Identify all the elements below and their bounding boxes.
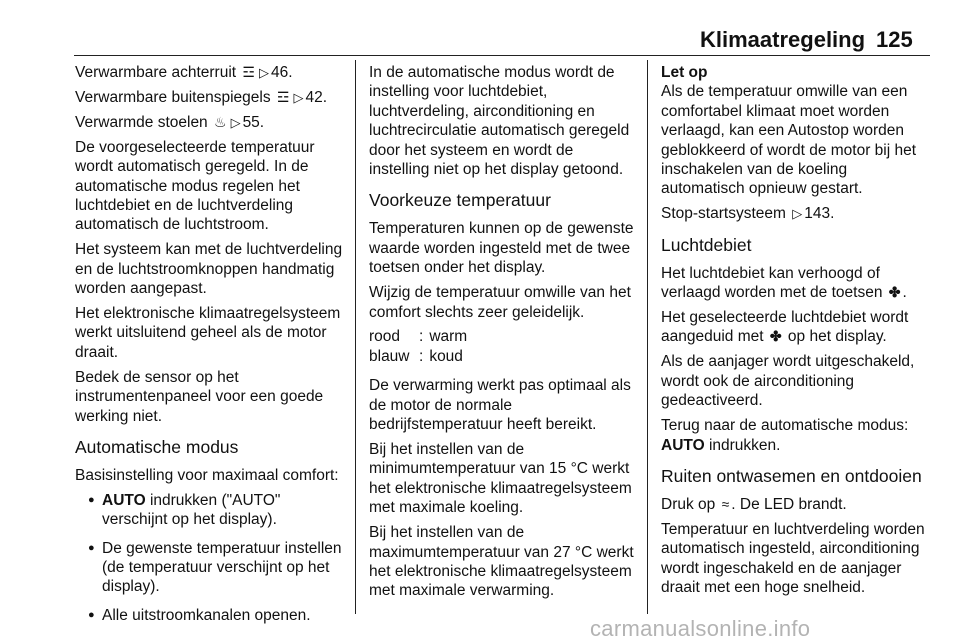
rear-window-line: Verwarmbare achterruit ☲ ▷ 46. — [75, 64, 293, 81]
seat-heat-line: Verwarmde stoelen ♨ ▷ 55. — [75, 113, 265, 131]
left-column — [75, 63, 343, 634]
paragraph: Bij het instellen van de minimumtemperatuur van 15 °C werkt het elektronische klimaatregelsysteem met maximale koeling. — [369, 441, 632, 517]
reference-arrow-icon: ▷ — [792, 206, 803, 222]
paragraph: In de automatische modus wordt de instelling voor luchtdebiet, luchtverdeling, airconditioning en luchtrecirculatie automatisch geregeld door het systeem en wordt de instelling niet op het display getoond. — [369, 64, 630, 179]
paragraph: Het elektronische klimaatregelsysteem werkt uitsluitend geheel als de motor draait. — [75, 304, 341, 361]
right-column — [661, 63, 931, 603]
list-item: ● AUTO indrukken ("AUTO" verschijnt op het display). — [75, 491, 343, 530]
note-title: Let op — [661, 64, 708, 81]
mirror-heat-icon: ☲ — [276, 88, 290, 105]
page-header — [0, 0, 960, 56]
paragraph: Bij het instellen van de maximumtemperatuur van 27 °C werkt het elektronische klimaatregelsysteem met maximale verwarming. — [369, 524, 634, 600]
stop-start-reference: Stop-startsysteem ▷ 143. — [661, 205, 835, 223]
column-divider-right — [647, 60, 648, 614]
note-box — [661, 63, 931, 199]
seat-heat-icon: ♨ — [214, 113, 227, 130]
reference-arrow-icon: ▷ — [230, 114, 241, 130]
color-legend-table — [369, 327, 473, 366]
paragraph: Het systeem kan met de luchtverdeling en de luchtstroomknoppen handmatig worden aangepast. — [75, 241, 343, 298]
column-divider-left — [355, 60, 356, 614]
section-heading-auto: Automatische modus — [75, 436, 239, 457]
header-rule — [74, 55, 930, 56]
reference-arrow-icon: ▷ — [258, 65, 269, 80]
watermark: carmanualsonline.info — [590, 616, 811, 641]
paragraph: Temperaturen kunnen op de gewenste waarde worden ingesteld met de twee toetsen onder het display. — [369, 220, 634, 277]
paragraph: Het geselecteerde luchtdebiet wordt aangeduid met ✤ op het display. — [661, 309, 909, 346]
auto-steps-list — [75, 491, 343, 625]
paragraph: Terug naar de automatische modus: AUTO indrukken. — [661, 417, 909, 454]
fan-icon: ✤ — [769, 328, 782, 345]
paragraph: Temperatuur en luchtverdeling worden automatisch ingesteld, airconditioning wordt ingeschakeld en de aanjager draait met een hoge snelheid. — [661, 520, 925, 597]
page-number: 125 — [876, 27, 913, 52]
paragraph: Bedek de sensor op het instrumentenpaneel voor een goede werking niet. — [75, 368, 324, 425]
reference-arrow-icon: ▷ — [293, 89, 304, 105]
list-item: ● Alle uitstroomkanalen openen. — [75, 606, 343, 625]
section-heading-airflow: Luchtdebiet — [661, 234, 752, 255]
paragraph: De verwarming werkt pas optimaal als de motor de normale bedrijfstemperatuur heeft bereikt. — [369, 377, 631, 434]
paragraph: Wijzig de temperatuur omwille van het comfort slechts zeer geleidelijk. — [369, 284, 631, 321]
paragraph: Basisinstelling voor maximaal comfort: — [75, 466, 339, 484]
mirror-heat-line: Verwarmbare buitenspiegels ☲ ▷ 42. — [75, 88, 328, 106]
rear-window-heat-icon: ☲ — [242, 64, 255, 80]
paragraph: Het luchtdebiet kan verhoogd of verlaagd worden met de toetsen ✤ . — [661, 264, 907, 302]
paragraph: Als de aanjager wordt uitgeschakeld, wordt ook de airconditioning gedeactiveerd. — [661, 353, 915, 410]
middle-column — [369, 63, 637, 606]
table-row: blauw : koud — [369, 347, 463, 365]
list-item: ● De gewenste temperatuur instellen (de temperatuur verschijnt op het display). — [75, 539, 343, 597]
page-title: Klimaatregeling — [700, 27, 866, 52]
note-body: Als de temperatuur omwille van een comfortabel klimaat moet worden verlaagd, kan een Autostop worden geblokkeerd of wordt de motor bij het inschakelen van de koeling automatisch opnieuw gestart. — [661, 83, 917, 198]
paragraph: De voorgeselecteerde temperatuur wordt automatisch geregeld. In de automatische modus regelen het luchtdebiet en de luchtverdeling automatisch de luchtstroom. — [75, 138, 315, 234]
paragraph: Druk op ≈ . De LED brandt. — [661, 495, 847, 513]
section-heading-temperature: Voorkeuze temperatuur — [369, 190, 551, 211]
windshield-defrost-icon: ≈ — [721, 495, 730, 512]
fan-icon: ✤ — [888, 284, 901, 301]
section-heading-defrost: Ruiten ontwasemen en ontdooien — [661, 465, 922, 486]
table-row: rood : warm — [369, 328, 468, 346]
